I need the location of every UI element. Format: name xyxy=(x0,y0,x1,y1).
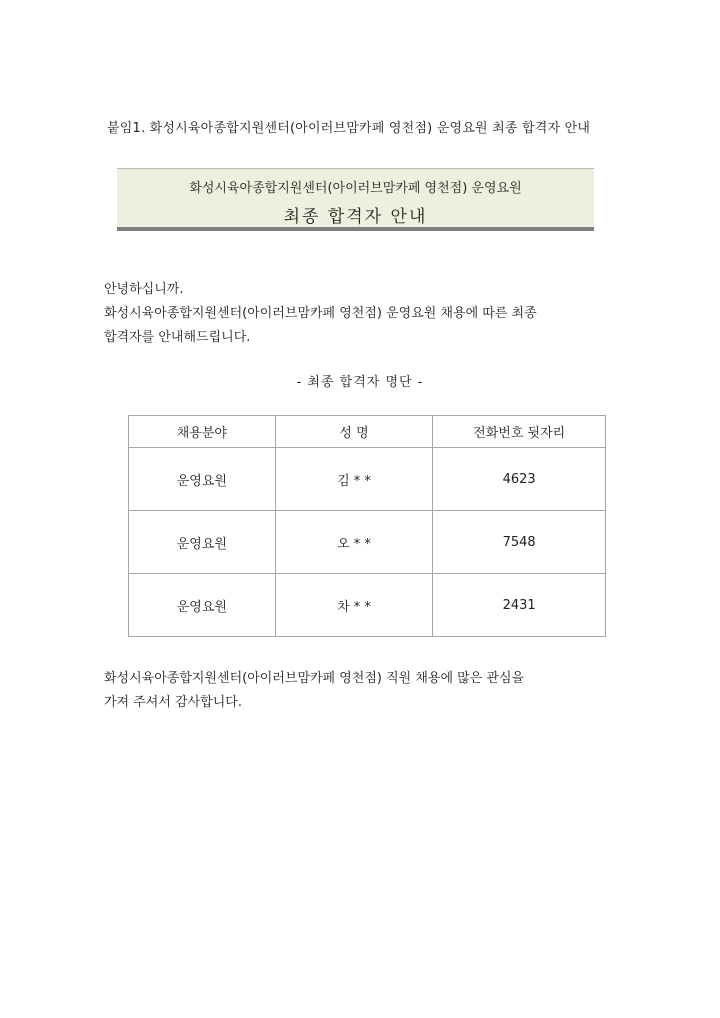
cell-name: 오 * * xyxy=(275,511,433,574)
results-table xyxy=(128,415,606,637)
intro-text xyxy=(104,278,619,350)
header-name: 성 명 xyxy=(275,416,433,448)
closing-line: 가져 주셔서 감사합니다. xyxy=(104,695,242,710)
closing-text xyxy=(104,667,619,715)
table-row xyxy=(129,574,606,637)
cell-field: 운영요원 xyxy=(129,511,276,574)
cell-phone: 2431 xyxy=(433,574,606,637)
intro-line: 안녕하십니까. xyxy=(104,282,184,297)
title-box-subtitle: 화성시육아종합지원센터(아이러브맘카페 영천점) 운영요원 xyxy=(189,181,522,196)
closing-line: 화성시육아종합지원센터(아이러브맘카페 영천점) 직원 채용에 많은 관심을 xyxy=(104,671,525,686)
table-row xyxy=(129,448,606,511)
intro-line: 합격자를 안내해드립니다. xyxy=(104,330,251,345)
title-box-title: 최종 합격자 안내 xyxy=(283,207,428,227)
intro-line: 화성시육아종합지원센터(아이러브맘카페 영천점) 운영요원 채용에 따른 최종 xyxy=(104,306,537,321)
table-row xyxy=(129,511,606,574)
cell-name: 김 * * xyxy=(275,448,433,511)
list-heading: - 최종 합격자 명단 - xyxy=(296,375,424,390)
cell-field: 운영요원 xyxy=(129,448,276,511)
table-header-row xyxy=(129,416,606,448)
title-box xyxy=(117,168,594,231)
cell-phone: 4623 xyxy=(433,448,606,511)
attachment-title: 붙임1. 화성시육아종합지원센터(아이러브맘카페 영천점) 운영요원 최종 합격자 안내 xyxy=(107,121,591,136)
header-phone: 전화번호 뒷자리 xyxy=(433,416,606,448)
cell-field: 운영요원 xyxy=(129,574,276,637)
cell-name: 차 * * xyxy=(275,574,433,637)
cell-phone: 7548 xyxy=(433,511,606,574)
header-field: 채용분야 xyxy=(129,416,276,448)
